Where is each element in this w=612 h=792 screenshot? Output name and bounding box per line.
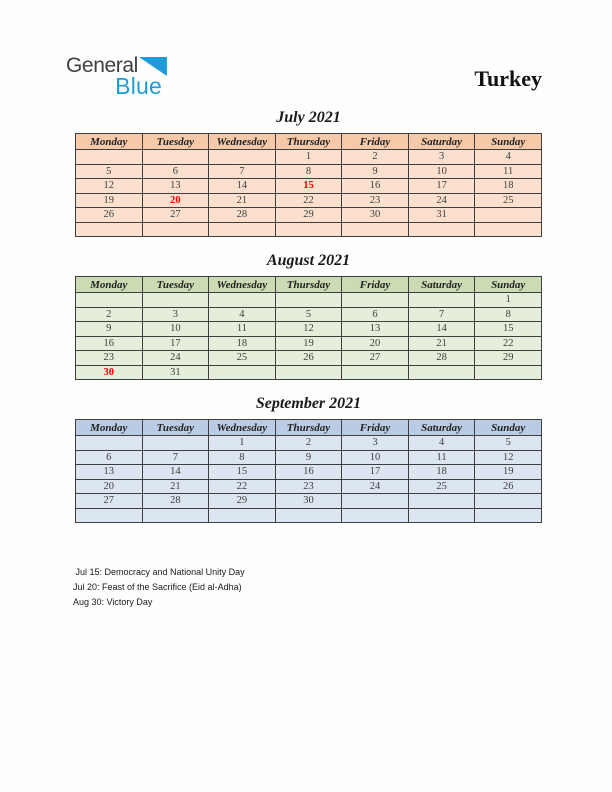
week-row [76, 508, 542, 523]
day-cell: 18 [475, 179, 542, 194]
week-row [76, 164, 542, 179]
day-cell: 31 [142, 365, 209, 380]
day-cell: 17 [342, 465, 409, 480]
day-cell: 1 [475, 293, 542, 308]
empty-day-cell [76, 150, 143, 165]
day-cell: 26 [475, 479, 542, 494]
day-cell: 7 [408, 307, 475, 322]
day-cell: 16 [342, 179, 409, 194]
day-cell: 27 [142, 208, 209, 223]
weekday-header: Sunday [475, 420, 542, 436]
empty-day-cell [342, 222, 409, 237]
week-row [76, 208, 542, 223]
day-cell: 30 [342, 208, 409, 223]
day-cell: 27 [342, 351, 409, 366]
day-cell: 11 [408, 450, 475, 465]
day-cell: 5 [475, 436, 542, 451]
weekday-header: Monday [76, 134, 143, 150]
weekday-header: Tuesday [142, 134, 209, 150]
day-cell: 13 [76, 465, 143, 480]
empty-day-cell [209, 222, 276, 237]
week-row [76, 336, 542, 351]
weekday-header: Wednesday [209, 134, 276, 150]
empty-day-cell [342, 293, 409, 308]
day-cell: 4 [209, 307, 276, 322]
holiday-legend-line: Aug 30: Victory Day [73, 597, 153, 607]
month-august [75, 251, 542, 380]
weekday-header: Friday [342, 420, 409, 436]
day-cell: 26 [76, 208, 143, 223]
empty-day-cell [142, 508, 209, 523]
day-cell: 14 [142, 465, 209, 480]
empty-day-cell [76, 508, 143, 523]
day-cell: 27 [76, 494, 143, 509]
weekday-header: Friday [342, 134, 409, 150]
day-cell: 7 [209, 164, 276, 179]
week-row [76, 450, 542, 465]
month-title: September 2021 [255, 395, 362, 412]
empty-day-cell [475, 208, 542, 223]
day-cell: 9 [342, 164, 409, 179]
day-cell: 15 [475, 322, 542, 337]
day-cell: 26 [275, 351, 342, 366]
day-cell: 28 [209, 208, 276, 223]
weekday-header: Wednesday [209, 277, 276, 293]
weekday-header: Monday [76, 277, 143, 293]
week-row [76, 351, 542, 366]
day-cell: 22 [475, 336, 542, 351]
day-cell: 25 [209, 351, 276, 366]
day-cell: 3 [142, 307, 209, 322]
day-cell: 10 [142, 322, 209, 337]
day-cell: 13 [142, 179, 209, 194]
day-cell: 13 [342, 322, 409, 337]
day-cell: 12 [76, 179, 143, 194]
day-cell: 29 [475, 351, 542, 366]
day-cell: 17 [408, 179, 475, 194]
holiday-legend-line: Jul 20: Feast of the Sacrifice (Eid al-Adha) [73, 582, 242, 592]
day-cell: 24 [408, 193, 475, 208]
weekday-header: Tuesday [142, 420, 209, 436]
day-cell: 2 [76, 307, 143, 322]
day-cell: 19 [76, 193, 143, 208]
day-cell: 14 [209, 179, 276, 194]
week-row [76, 150, 542, 165]
empty-day-cell [209, 508, 276, 523]
day-cell: 30 [76, 365, 143, 380]
day-cell: 8 [475, 307, 542, 322]
calendar-area [75, 108, 542, 537]
week-row [76, 465, 542, 480]
empty-day-cell [142, 293, 209, 308]
weekday-header: Sunday [475, 134, 542, 150]
weekday-header: Tuesday [142, 277, 209, 293]
day-cell: 12 [275, 322, 342, 337]
week-row [76, 179, 542, 194]
day-cell: 20 [342, 336, 409, 351]
day-cell: 3 [408, 150, 475, 165]
day-cell: 29 [275, 208, 342, 223]
weekday-header: Saturday [408, 420, 475, 436]
day-cell: 28 [408, 351, 475, 366]
empty-day-cell [76, 436, 143, 451]
day-cell: 9 [275, 450, 342, 465]
day-cell: 15 [275, 179, 342, 194]
empty-day-cell [475, 222, 542, 237]
empty-day-cell [76, 222, 143, 237]
empty-day-cell [342, 365, 409, 380]
day-cell: 22 [209, 479, 276, 494]
week-row [76, 307, 542, 322]
day-cell: 6 [76, 450, 143, 465]
day-cell: 16 [76, 336, 143, 351]
day-cell: 28 [142, 494, 209, 509]
day-cell: 6 [342, 307, 409, 322]
day-cell: 5 [76, 164, 143, 179]
empty-day-cell [275, 293, 342, 308]
weekday-header: Monday [76, 420, 143, 436]
day-cell: 15 [209, 465, 276, 480]
week-row [76, 193, 542, 208]
day-cell: 23 [275, 479, 342, 494]
day-cell: 22 [275, 193, 342, 208]
day-cell: 19 [475, 465, 542, 480]
empty-day-cell [408, 293, 475, 308]
holiday-legend [73, 565, 245, 610]
week-row [76, 293, 542, 308]
logo-text-blue: Blue [115, 73, 162, 99]
day-cell: 6 [142, 164, 209, 179]
page-title: Turkey [474, 66, 542, 91]
month-title: July 2021 [276, 109, 341, 126]
calendar-table [75, 419, 542, 523]
empty-day-cell [142, 436, 209, 451]
week-row [76, 479, 542, 494]
empty-day-cell [275, 222, 342, 237]
day-cell: 20 [76, 479, 143, 494]
empty-day-cell [209, 365, 276, 380]
day-cell: 29 [209, 494, 276, 509]
empty-day-cell [475, 365, 542, 380]
month-july [75, 108, 542, 237]
weekday-header: Saturday [408, 134, 475, 150]
general-blue-logo [66, 54, 162, 99]
day-cell: 21 [408, 336, 475, 351]
day-cell: 19 [275, 336, 342, 351]
empty-day-cell [408, 365, 475, 380]
day-cell: 23 [342, 193, 409, 208]
week-row [76, 322, 542, 337]
day-cell: 8 [209, 450, 276, 465]
empty-day-cell [142, 222, 209, 237]
day-cell: 11 [209, 322, 276, 337]
day-cell: 31 [408, 208, 475, 223]
day-cell: 4 [475, 150, 542, 165]
week-row [76, 494, 542, 509]
weekday-header: Sunday [475, 277, 542, 293]
day-cell: 20 [142, 193, 209, 208]
day-cell: 10 [342, 450, 409, 465]
empty-day-cell [76, 293, 143, 308]
day-cell: 12 [475, 450, 542, 465]
week-row [76, 365, 542, 380]
empty-day-cell [342, 508, 409, 523]
day-cell: 23 [76, 351, 143, 366]
day-cell: 5 [275, 307, 342, 322]
day-cell: 24 [342, 479, 409, 494]
day-cell: 1 [209, 436, 276, 451]
empty-day-cell [408, 222, 475, 237]
day-cell: 21 [142, 479, 209, 494]
weekday-header: Thursday [275, 134, 342, 150]
logo-text-general: General [66, 54, 138, 77]
day-cell: 17 [142, 336, 209, 351]
calendar-table [75, 276, 542, 380]
day-cell: 24 [142, 351, 209, 366]
calendar-table [75, 133, 542, 237]
empty-day-cell [142, 150, 209, 165]
month-title: August 2021 [266, 252, 351, 269]
day-cell: 1 [275, 150, 342, 165]
empty-day-cell [209, 293, 276, 308]
empty-day-cell [475, 508, 542, 523]
day-cell: 18 [408, 465, 475, 480]
day-cell: 18 [209, 336, 276, 351]
day-cell: 2 [275, 436, 342, 451]
empty-day-cell [275, 508, 342, 523]
weekday-header: Saturday [408, 277, 475, 293]
weekday-header: Wednesday [209, 420, 276, 436]
day-cell: 21 [209, 193, 276, 208]
day-cell: 4 [408, 436, 475, 451]
day-cell: 9 [76, 322, 143, 337]
day-cell: 25 [475, 193, 542, 208]
month-september [75, 394, 542, 523]
day-cell: 3 [342, 436, 409, 451]
empty-day-cell [209, 150, 276, 165]
day-cell: 11 [475, 164, 542, 179]
day-cell: 2 [342, 150, 409, 165]
weekday-header: Thursday [275, 420, 342, 436]
day-cell: 16 [275, 465, 342, 480]
holiday-legend-line: Jul 15: Democracy and National Unity Day [73, 567, 245, 577]
day-cell: 7 [142, 450, 209, 465]
day-cell: 14 [408, 322, 475, 337]
day-cell: 10 [408, 164, 475, 179]
week-row [76, 436, 542, 451]
day-cell: 25 [408, 479, 475, 494]
day-cell: 30 [275, 494, 342, 509]
empty-day-cell [475, 494, 542, 509]
weekday-header: Thursday [275, 277, 342, 293]
empty-day-cell [408, 508, 475, 523]
empty-day-cell [342, 494, 409, 509]
empty-day-cell [408, 494, 475, 509]
week-row [76, 222, 542, 237]
day-cell: 8 [275, 164, 342, 179]
weekday-header: Friday [342, 277, 409, 293]
empty-day-cell [275, 365, 342, 380]
